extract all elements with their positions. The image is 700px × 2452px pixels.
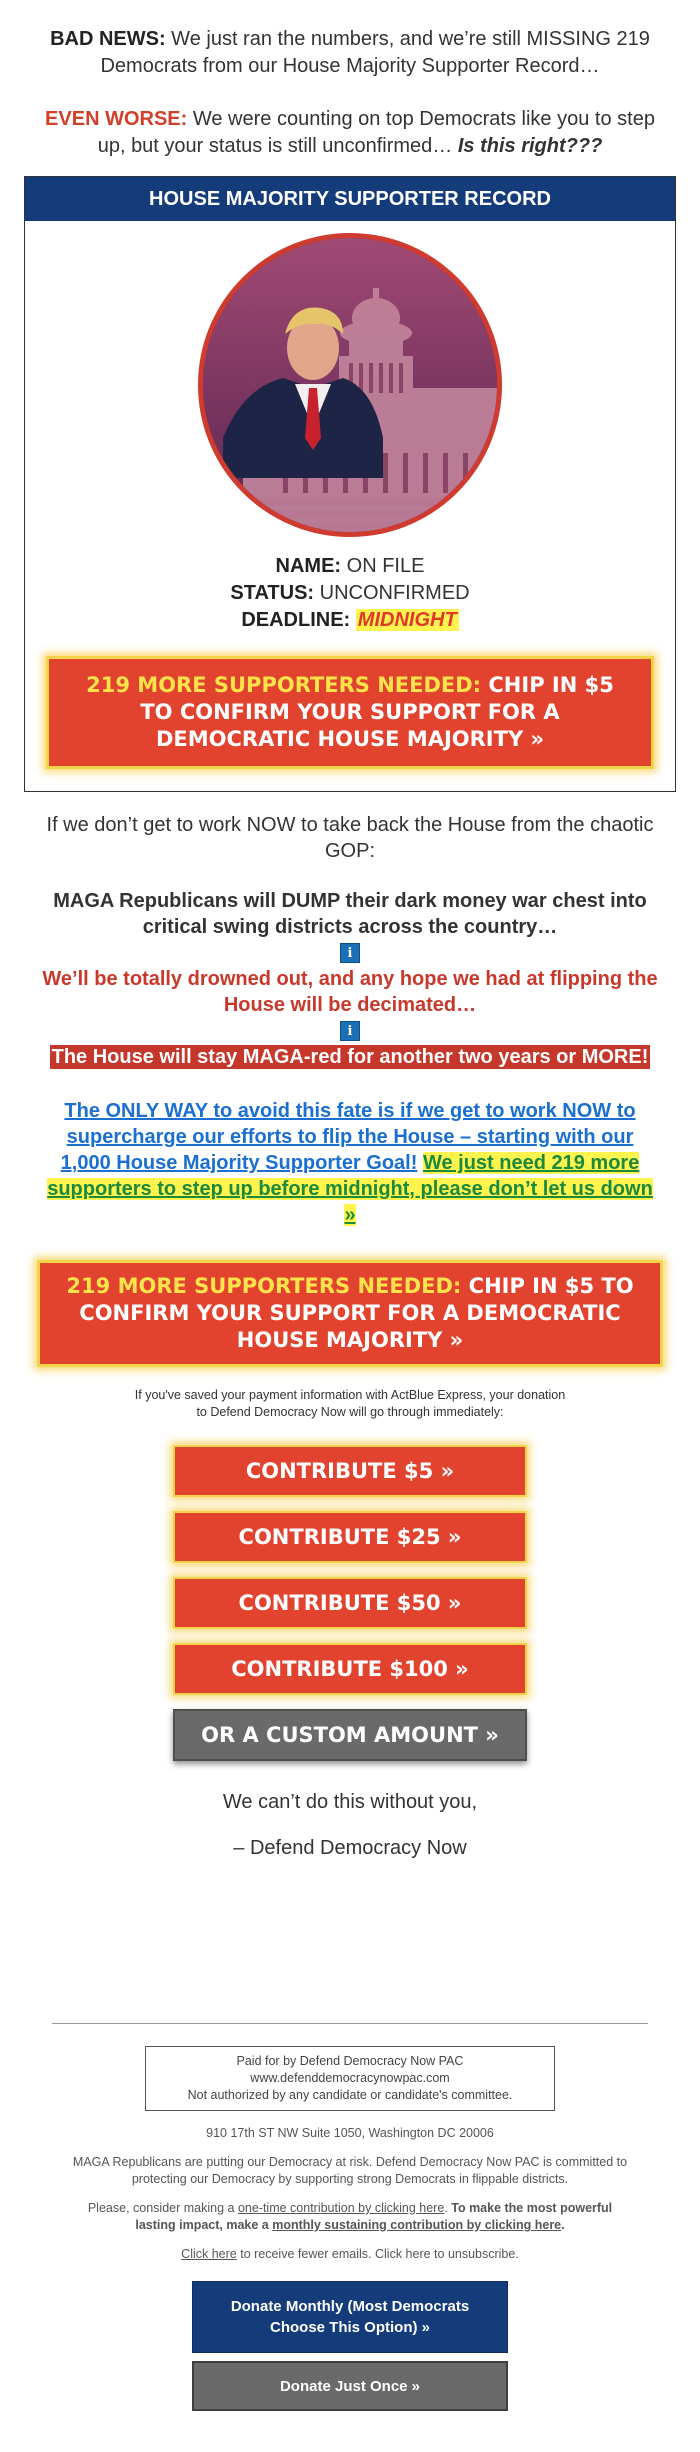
secondary-cta-button[interactable] bbox=[37, 1260, 663, 1367]
even-worse-label: EVEN WORSE: bbox=[45, 108, 188, 130]
custom-amount-button[interactable]: OR A CUSTOM AMOUNT » bbox=[173, 1709, 527, 1761]
footer-email-prefs bbox=[70, 2246, 630, 2263]
contribute-100-button[interactable]: CONTRIBUTE $100 » bbox=[173, 1643, 527, 1695]
record-header: HOUSE MAJORITY SUPPORTER RECORD bbox=[25, 177, 675, 221]
even-worse-question: Is this right??? bbox=[457, 135, 603, 157]
body-paragraph-3: We’ll be totally drowned out, and any hope we had at flipping the House will be decimated… bbox=[42, 968, 658, 1016]
goal-link[interactable]: The ONLY WAY to avoid this fate is if we get to work NOW to supercharge our efforts to flip the House – starting with our 1,000 House Majority Supporter Goal! bbox=[60, 1100, 636, 1174]
name-value: ON FILE bbox=[341, 555, 425, 577]
info-icon: i bbox=[340, 1021, 360, 1041]
express-note-line-1: If you've saved your payment information with ActBlue Express, your donation bbox=[134, 1388, 566, 1402]
bad-news-label: BAD NEWS: bbox=[50, 28, 166, 50]
body-paragraph-1: If we don’t get to work NOW to take back the House from the chaotic GOP: bbox=[46, 814, 654, 862]
footer-address: 910 17th ST NW Suite 1050, Washington DC 20006 bbox=[206, 2126, 494, 2140]
signature: – Defend Democracy Now bbox=[233, 1837, 467, 1859]
footer-consider bbox=[70, 2200, 630, 2234]
record-cta-button[interactable] bbox=[46, 656, 654, 769]
paid-for-box bbox=[145, 2046, 555, 2111]
name-label: NAME: bbox=[275, 555, 342, 577]
info-icon: i bbox=[340, 943, 360, 963]
secondary-cta-highlight: 219 MORE SUPPORTERS NEEDED: bbox=[66, 1274, 462, 1298]
contribute-50-button[interactable]: CONTRIBUTE $50 » bbox=[173, 1577, 527, 1629]
secondary-cta-text: CHIP IN $5 TO CONFIRM YOUR SUPPORT FOR A DEMOCRATIC HOUSE MAJORITY » bbox=[79, 1274, 634, 1352]
body-paragraph-4 bbox=[40, 1044, 660, 1070]
fewer-emails-text: to receive fewer emails. Click here to unsubscribe. bbox=[236, 2247, 519, 2261]
even-worse-text: We were counting on top Democrats like you to step up, but your status is still unconfirmed… bbox=[97, 108, 655, 157]
supporter-record-box bbox=[24, 176, 676, 792]
consider-mid: . bbox=[444, 2201, 452, 2215]
deadline-value: MIDNIGHT bbox=[357, 609, 457, 631]
website-line: www.defenddemocracynowpac.com bbox=[250, 2071, 450, 2085]
record-cta-highlight: 219 MORE SUPPORTERS NEEDED: bbox=[86, 673, 482, 697]
portrait-illustration bbox=[203, 238, 497, 532]
contribute-25-button[interactable]: CONTRIBUTE $25 » bbox=[173, 1511, 527, 1563]
record-status-line bbox=[25, 580, 675, 607]
status-label: STATUS: bbox=[230, 582, 315, 604]
paid-for-line: Paid for by Defend Democracy Now PAC bbox=[236, 2054, 464, 2068]
one-time-contribution-link[interactable]: one-time contribution by clicking here bbox=[237, 2201, 445, 2215]
actblue-express-note bbox=[130, 1387, 570, 1421]
contribute-5-button[interactable]: CONTRIBUTE $5 » bbox=[173, 1445, 527, 1497]
monthly-contribution-link[interactable]: monthly sustaining contribution by clicking here bbox=[272, 2218, 562, 2232]
footer-mission: MAGA Republicans are putting our Democracy at risk. Defend Democracy Now PAC is committed to protecting our Democracy by supporting strong Democrats in flippable districts. bbox=[72, 2155, 628, 2186]
express-note-line-2: to Defend Democracy Now will go through immediately: bbox=[196, 1405, 504, 1419]
record-name-line bbox=[25, 553, 675, 580]
fewer-emails-link[interactable]: Click here bbox=[181, 2247, 237, 2261]
bad-news-paragraph bbox=[40, 26, 660, 80]
deadline-link[interactable]: We just need 219 more supporters to step up before midnight, please don’t let us down » bbox=[47, 1152, 653, 1226]
deadline-label: DEADLINE: bbox=[241, 609, 351, 631]
record-details bbox=[25, 553, 675, 634]
donate-once-button[interactable]: Donate Just Once » bbox=[192, 2361, 508, 2411]
consider-end: . bbox=[561, 2218, 565, 2232]
status-value: UNCONFIRMED bbox=[314, 582, 470, 604]
bad-news-text: We just ran the numbers, and we’re still MISSING 219 Democrats from our House Majority Supporter Record… bbox=[100, 28, 650, 77]
consider-prefix: Please, consider making a bbox=[87, 2201, 238, 2215]
record-deadline-line bbox=[25, 607, 675, 634]
closing-line: We can’t do this without you, bbox=[222, 1791, 478, 1813]
consider-bold: To make the most powerful lasting impact, make a bbox=[135, 2201, 613, 2232]
disclaimer-line: Not authorized by any candidate or candidate's committee. bbox=[187, 2088, 513, 2102]
donate-monthly-button[interactable]: Donate Monthly (Most Democrats Choose This Option) » bbox=[192, 2281, 508, 2353]
red-banner-text: The House will stay MAGA-red for another two years or MORE! bbox=[51, 1046, 649, 1068]
record-cta-text: CHIP IN $5 TO CONFIRM YOUR SUPPORT FOR A DEMOCRATIC HOUSE MAJORITY » bbox=[140, 673, 614, 751]
body-paragraph-2: MAGA Republicans will DUMP their dark money war chest into critical swing districts across the country… bbox=[53, 890, 647, 938]
call-to-action-paragraph bbox=[40, 1098, 660, 1228]
even-worse-paragraph bbox=[40, 106, 660, 160]
portrait-image bbox=[198, 233, 502, 537]
